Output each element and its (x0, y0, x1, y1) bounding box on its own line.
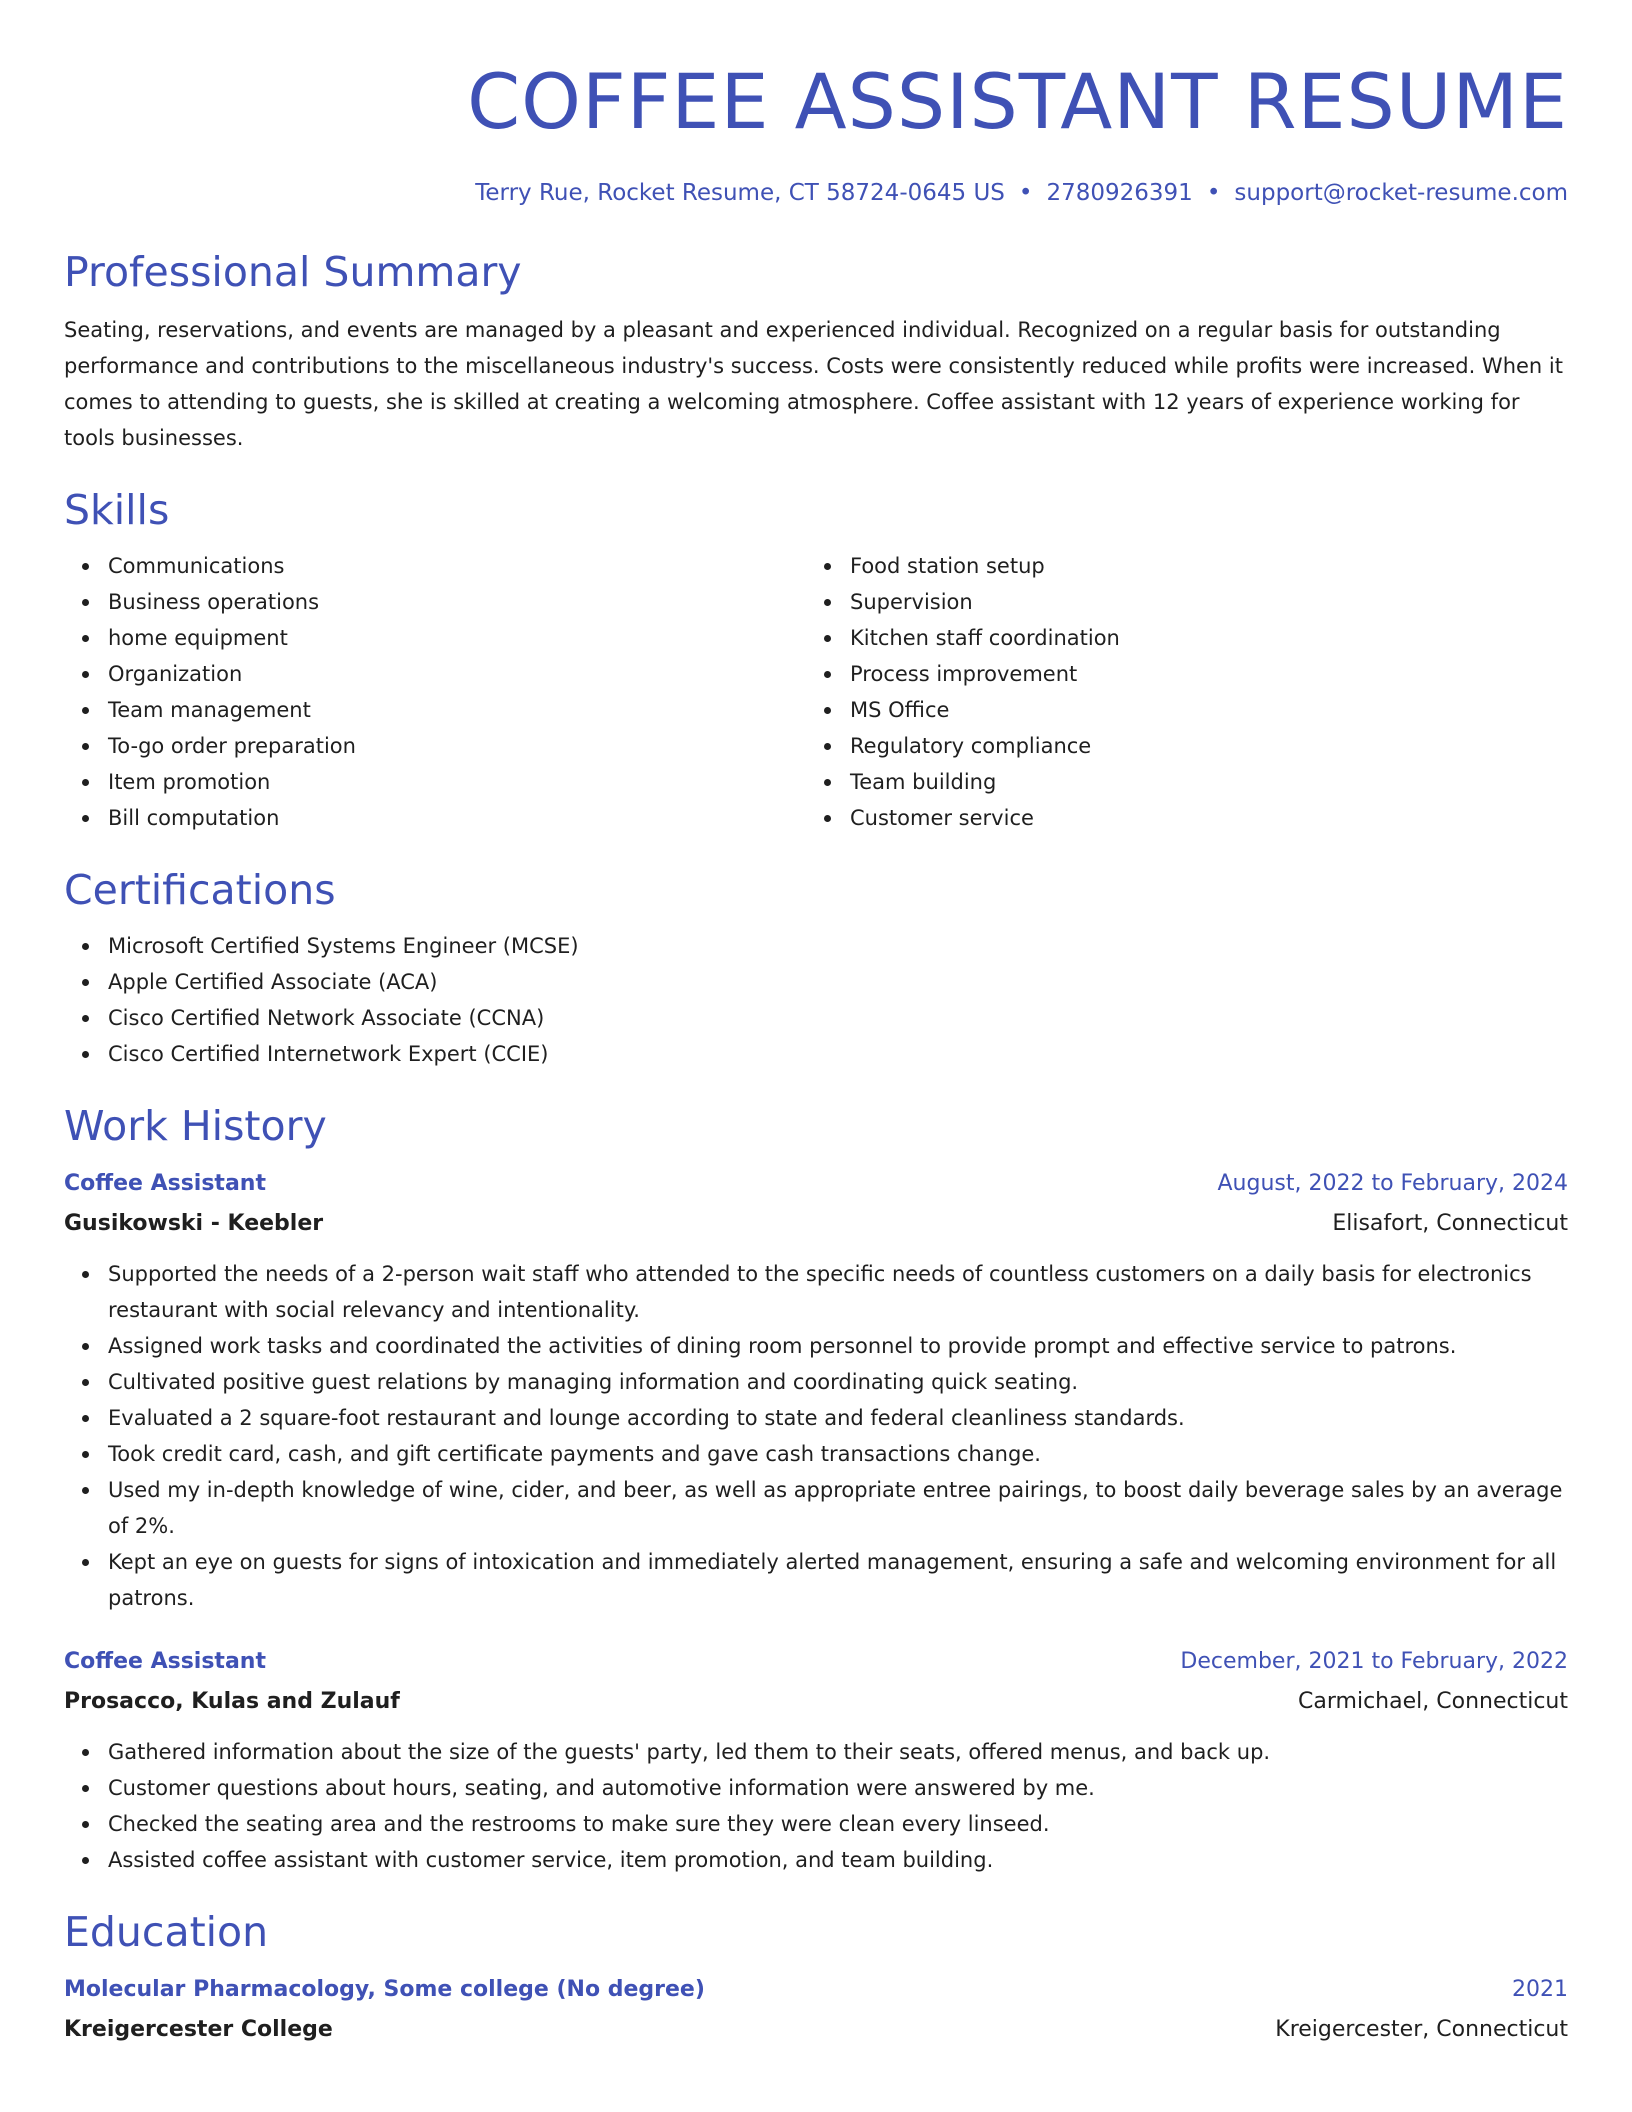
bullet-separator-icon: • (1018, 180, 1033, 206)
work-history-section (64, 1098, 1568, 1878)
certification-item: Cisco Certified Internetwork Expert (CCIE) (64, 1036, 1568, 1072)
job-bullet: Assigned work tasks and coordinated the activities of dining room personnel to provide prompt and effective service to patrons. (64, 1328, 1568, 1364)
certification-item: Microsoft Certified Systems Engineer (MCSE) (64, 928, 1568, 964)
skills-section (64, 482, 1568, 836)
education-year: 2021 (1512, 1977, 1568, 2002)
skill-item: Business operations (64, 584, 806, 620)
job-bullet: Customer questions about hours, seating, and automotive information were answered by me. (64, 1770, 1568, 1806)
education-heading: Education (64, 1908, 269, 1956)
job-entry (64, 1164, 1568, 1616)
education-degree-row (64, 1970, 1568, 2010)
certifications-heading: Certifications (64, 866, 336, 914)
job-dates: August, 2022 to February, 2024 (1217, 1171, 1568, 1196)
skill-item: Food station setup (806, 548, 1548, 584)
job-bullet: Cultivated positive guest relations by managing information and coordinating quick seating. (64, 1364, 1568, 1400)
job-company-row (64, 1204, 1568, 1244)
skill-item: To-go order preparation (64, 728, 806, 764)
education-school-row (64, 2010, 1568, 2050)
job-title-row (64, 1642, 1568, 1682)
contact-email: support@rocket-resume.com (1234, 180, 1568, 206)
skill-item: Team building (806, 764, 1548, 800)
job-bullet: Checked the seating area and the restrooms to make sure they were clean every linseed. (64, 1806, 1568, 1842)
job-company: Gusikowski - Keebler (64, 1211, 324, 1236)
skill-item: Supervision (806, 584, 1548, 620)
skill-item: Regulatory compliance (806, 728, 1548, 764)
skill-item: home equipment (64, 620, 806, 656)
job-location: Elisafort, Connecticut (1332, 1211, 1568, 1236)
contact-phone: 2780926391 (1046, 180, 1193, 206)
job-dates: December, 2021 to February, 2022 (1180, 1649, 1568, 1674)
job-entry (64, 1642, 1568, 1878)
education-section (64, 1904, 1568, 2050)
job-company: Prosacco, Kulas and Zulauf (64, 1689, 400, 1714)
summary-text: Seating, reservations, and events are managed by a pleasant and experienced individual. Recognized on a regular basis for outstanding performance and contributions to the miscellaneous industry's success. Costs were consistently reduced while profits were increased. When it comes to attending to guests, she is skilled at creating a welcoming atmosphere. Coffee assistant with 12 years of experience working for tools businesses. (64, 318, 1563, 450)
job-bullets (64, 1734, 1568, 1878)
skill-item: Process improvement (806, 656, 1548, 692)
certification-item: Apple Certified Associate (ACA) (64, 964, 1568, 1000)
job-bullet: Took credit card, cash, and gift certificate payments and gave cash transactions change. (64, 1436, 1568, 1472)
education-entry (64, 1970, 1568, 2050)
skill-item: Organization (64, 656, 806, 692)
education-location: Kreigercester, Connecticut (1275, 2017, 1568, 2042)
job-bullet: Used my in-depth knowledge of wine, cider, and beer, as well as appropriate entree pairings, to boost daily beverage sales by an average of 2%. (64, 1472, 1568, 1544)
skills-grid (64, 548, 1568, 836)
job-bullets (64, 1256, 1568, 1616)
contact-line (64, 176, 1568, 210)
skills-heading: Skills (64, 486, 170, 534)
job-title-row (64, 1164, 1568, 1204)
resume-header (64, 52, 1568, 210)
job-title: Coffee Assistant (64, 1649, 266, 1674)
certifications-section (64, 862, 1568, 1072)
job-company-row (64, 1682, 1568, 1722)
skill-item: Communications (64, 548, 806, 584)
skill-item: Kitchen staff coordination (806, 620, 1548, 656)
skill-item: Item promotion (64, 764, 806, 800)
summary-section (64, 244, 1568, 456)
skills-left-list (64, 548, 806, 836)
certifications-list (64, 928, 1568, 1072)
skill-item: MS Office (806, 692, 1548, 728)
resume-title: COFFEE ASSISTANT RESUME (467, 57, 1568, 146)
job-bullet: Kept an eye on guests for signs of intoxication and immediately alerted management, ensuring a safe and welcoming environment for all patrons. (64, 1544, 1568, 1616)
bullet-separator-icon: • (1206, 180, 1221, 206)
skills-right-list (806, 548, 1548, 836)
skill-item: Customer service (806, 800, 1548, 836)
skill-item: Bill computation (64, 800, 806, 836)
work-history-heading: Work History (64, 1102, 327, 1150)
job-location: Carmichael, Connecticut (1298, 1689, 1568, 1714)
certification-item: Cisco Certified Network Associate (CCNA) (64, 1000, 1568, 1036)
contact-address: Terry Rue, Rocket Resume, CT 58724-0645 US (475, 180, 1005, 206)
job-bullet: Assisted coffee assistant with customer service, item promotion, and team building. (64, 1842, 1568, 1878)
education-degree: Molecular Pharmacology, Some college (No degree) (64, 1977, 705, 2002)
skill-item: Team management (64, 692, 806, 728)
education-school: Kreigercester College (64, 2017, 333, 2042)
job-bullet: Evaluated a 2 square-foot restaurant and lounge according to state and federal cleanliness standards. (64, 1400, 1568, 1436)
job-bullet: Supported the needs of a 2-person wait staff who attended to the specific needs of countless customers on a daily basis for electronics restaurant with social relevancy and intentionality. (64, 1256, 1568, 1328)
job-title: Coffee Assistant (64, 1171, 266, 1196)
job-bullet: Gathered information about the size of the guests' party, led them to their seats, offered menus, and back up. (64, 1734, 1568, 1770)
summary-heading: Professional Summary (64, 248, 522, 296)
